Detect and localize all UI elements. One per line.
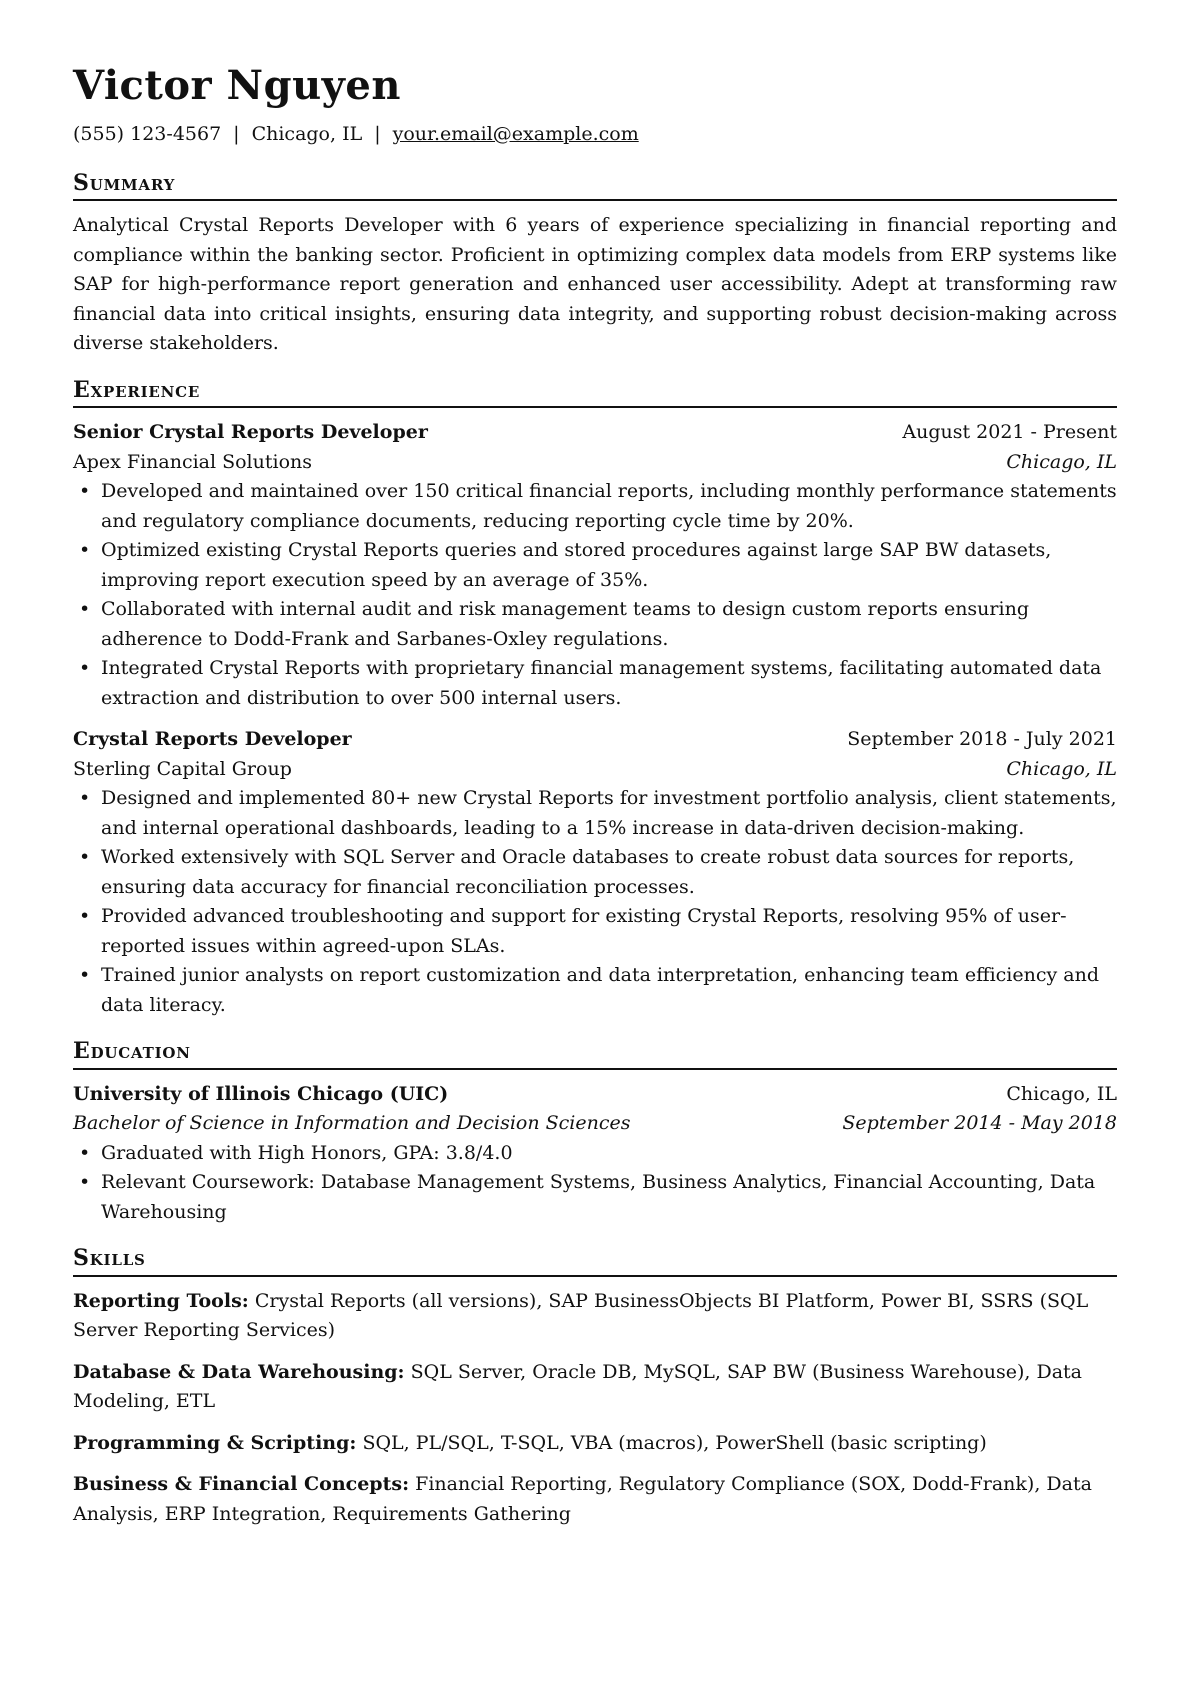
section-title-education: Education [73, 1038, 1117, 1069]
summary-section [73, 170, 1117, 359]
skill-group [73, 1358, 1117, 1417]
skill-value: SQL, PL/SQL, T-SQL, VBA (macros), PowerShell (basic scripting) [362, 1431, 987, 1454]
job-company: Apex Financial Solutions [73, 450, 313, 473]
section-title-summary: Summary [73, 170, 1117, 201]
list-item: • Worked extensively with SQL Server and Oracle databases to create robust data sources for reports, ensuring data accuracy for financial reconciliation processes. [73, 843, 1117, 902]
school-name: University of Illinois Chicago (UIC) [73, 1082, 449, 1105]
job-bullets [73, 477, 1117, 713]
list-item: • Designed and implemented 80+ new Crystal Reports for investment portfolio analysis, client statements, and internal operational dashboards, leading to a 15% increase in data-driven decision-making. [73, 784, 1117, 843]
contact-separator: | [374, 123, 381, 145]
job-subheader [73, 448, 1117, 478]
job-header [73, 725, 1117, 755]
job-subheader [73, 755, 1117, 785]
job-role: Senior Crystal Reports Developer [73, 421, 428, 444]
education-header [73, 1080, 1117, 1110]
list-item: • Relevant Coursework: Database Management Systems, Business Analytics, Financial Accounting, Data Warehousing [73, 1168, 1117, 1227]
job-role: Crystal Reports Developer [73, 728, 352, 751]
job-dates: September 2018 - July 2021 [847, 728, 1117, 751]
list-item: • Developed and maintained over 150 critical financial reports, including monthly performance statements and regulatory compliance documents, reducing reporting cycle time by 20%. [73, 477, 1117, 536]
skill-label: Business & Financial Concepts: [73, 1473, 410, 1496]
skills-section [73, 1245, 1117, 1529]
skill-value: Financial Reporting, Regulatory Compliance (SOX, Dodd-Frank), Data Analysis, ERP Integration, Requirements Gathering [73, 1473, 1092, 1525]
education-subheader [73, 1109, 1117, 1139]
experience-section [73, 377, 1117, 1020]
job-location: Chicago, IL [1006, 450, 1117, 473]
job-dates: August 2021 - Present [902, 421, 1117, 444]
list-item: • Integrated Crystal Reports with proprietary financial management systems, facilitating automated data extraction and distribution to over 500 internal users. [73, 654, 1117, 713]
job-location: Chicago, IL [1006, 757, 1117, 780]
job-company: Sterling Capital Group [73, 757, 292, 780]
degree: Bachelor of Science in Information and Decision Sciences [73, 1112, 631, 1135]
contact-separator: | [233, 123, 240, 145]
job-bullets [73, 784, 1117, 1020]
list-item: • Trained junior analysts on report customization and data interpretation, enhancing team efficiency and data literacy. [73, 961, 1117, 1020]
job-entry [73, 418, 1117, 713]
list-item: • Optimized existing Crystal Reports queries and stored procedures against large SAP BW datasets, improving report execution speed by an average of 35%. [73, 536, 1117, 595]
job-entry [73, 725, 1117, 1020]
list-item: • Graduated with High Honors, GPA: 3.8/4.0 [73, 1139, 1117, 1169]
list-item: • Provided advanced troubleshooting and support for existing Crystal Reports, resolving 95% of user-reported issues within agreed-upon SLAs. [73, 902, 1117, 961]
phone: (555) 123-4567 [73, 123, 222, 145]
skill-group [73, 1287, 1117, 1346]
candidate-name: Victor Nguyen [73, 62, 401, 109]
list-item: • Collaborated with internal audit and risk management teams to design custom reports ensuring adherence to Dodd-Frank and Sarbanes-Oxley regulations. [73, 595, 1117, 654]
education-dates: September 2014 - May 2018 [842, 1112, 1117, 1135]
education-bullets [73, 1139, 1117, 1228]
summary-text: Analytical Crystal Reports Developer with 6 years of experience specializing in financial reporting and compliance within the banking sector. Proficient in optimizing complex data models from ERP systems like SAP for high-performance report generation and enhanced user accessibility. Adept at transforming raw financial data into critical insights, ensuring data integrity, and supporting robust decision-making across diverse stakeholders. [73, 214, 1117, 355]
skill-label: Database & Data Warehousing: [73, 1360, 405, 1383]
skill-group [73, 1429, 1117, 1459]
school-location: Chicago, IL [1006, 1082, 1117, 1105]
job-header [73, 418, 1117, 448]
skill-group [73, 1470, 1117, 1529]
skill-value: SQL Server, Oracle DB, MySQL, SAP BW (Business Warehouse), Data Modeling, ETL [73, 1360, 1083, 1413]
email-link[interactable]: your.email@example.com [392, 123, 639, 145]
skill-value: Crystal Reports (all versions), SAP BusinessObjects BI Platform, Power BI, SSRS (SQL Server Reporting Services) [73, 1289, 1089, 1342]
section-title-skills: Skills [73, 1245, 1117, 1276]
location: Chicago, IL [251, 123, 363, 145]
contact-line [73, 120, 1117, 148]
section-title-experience: Experience [73, 377, 1117, 408]
education-section [73, 1038, 1117, 1227]
skill-label: Programming & Scripting: [73, 1431, 357, 1454]
skill-label: Reporting Tools: [73, 1289, 249, 1312]
